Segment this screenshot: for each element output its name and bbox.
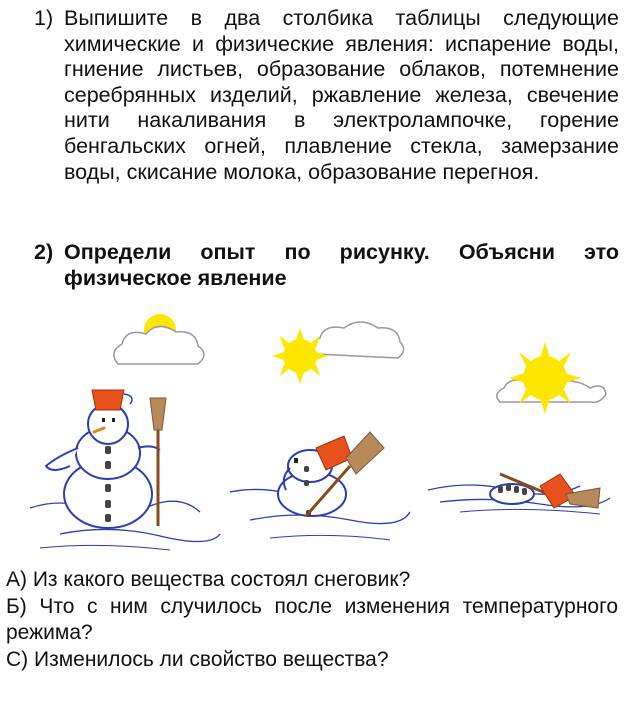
scene-3-puddle	[428, 342, 610, 514]
question-c: С) Изменилось ли свойство вещества?	[6, 647, 389, 671]
task-1-text: Выпишите в два столбика таблицы следующие химические и физические явления: испарение воды, гниение листьев, образование облаков, потемнение серебрянных изделий, ржавление железа, свечение нити накаливания в электролампочке, горение бенгальских огней, плавление стекла, замерзание воды, скисание молока, образование перегноя.	[64, 6, 619, 184]
questions-list	[6, 567, 618, 673]
task-2-number: 2)	[34, 240, 54, 264]
question-a: А) Из какого вещества состоял снеговик?	[6, 568, 411, 591]
task-1	[34, 6, 619, 185]
sun-icon	[272, 328, 328, 384]
cloud-icon	[114, 326, 204, 364]
task-1-number: 1)	[34, 6, 54, 30]
scene-2-snowman	[230, 322, 410, 540]
task-2	[34, 240, 619, 291]
scene-1-snowman	[30, 314, 220, 550]
melting-snowman-illustration	[0, 298, 633, 566]
task-2-text: Определи опыт по рисунку. Объясни это физическое явление	[64, 240, 619, 290]
sun-icon	[509, 342, 581, 414]
bucket-icon	[92, 390, 124, 410]
question-b: Б) Что с ним случилось после изменения температурного режима?	[6, 594, 618, 644]
